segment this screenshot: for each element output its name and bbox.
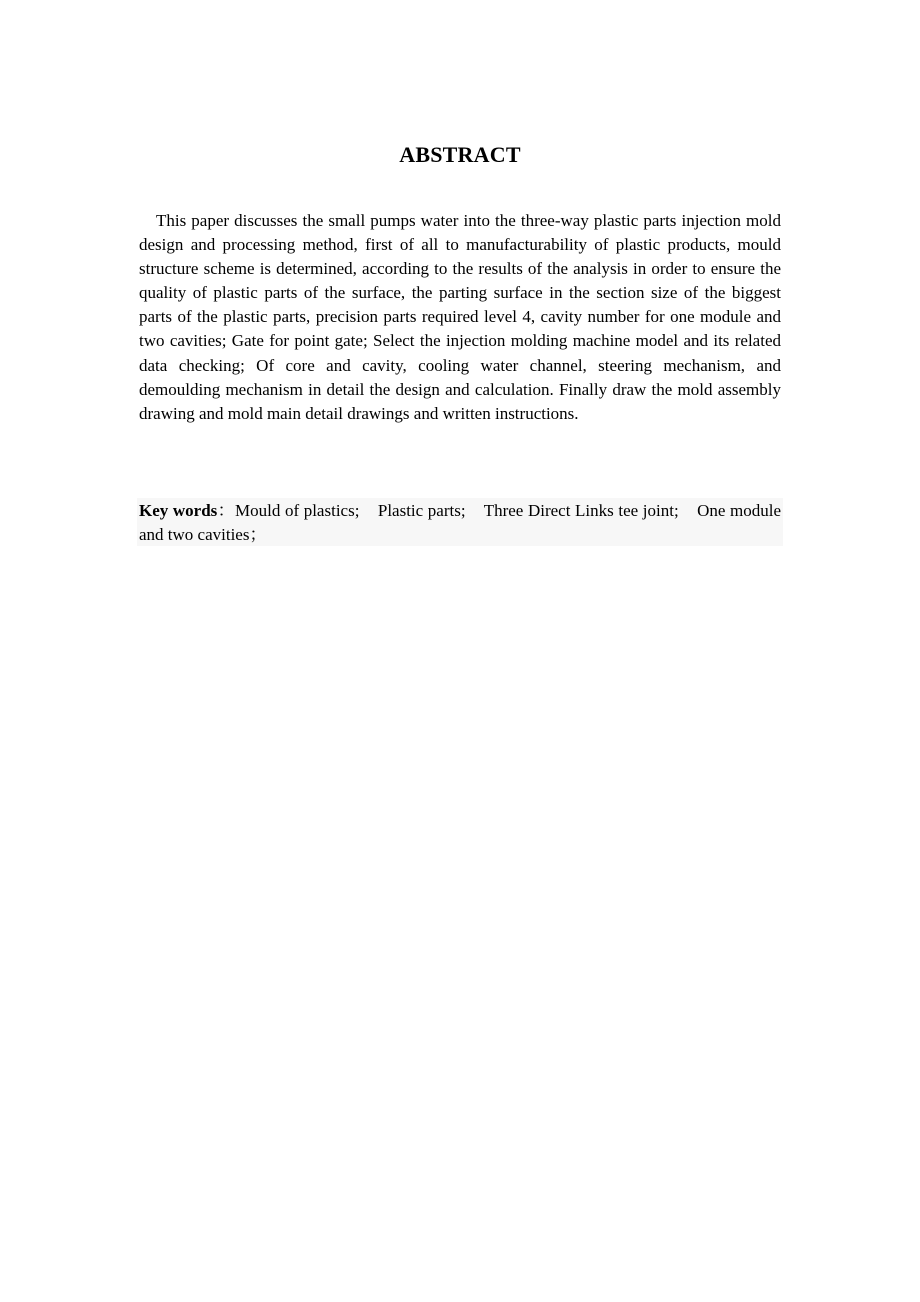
page-title: ABSTRACT bbox=[399, 142, 521, 167]
keyword-item: Three Direct Links tee joint; bbox=[483, 501, 679, 520]
keywords-block bbox=[137, 498, 783, 546]
keyword-item: Mould of plastics; bbox=[235, 501, 360, 520]
keyword-item: Plastic parts; bbox=[377, 501, 466, 520]
keywords-line bbox=[137, 498, 783, 547]
keyword-item: One module and two cavities； bbox=[139, 501, 782, 544]
keywords-label: Key words bbox=[139, 501, 218, 520]
keywords-separator: ： bbox=[217, 501, 235, 520]
abstract-paragraph: This paper discusses the small pumps water into the three-way plastic parts injection mold design and processing method, first of all to manufacturability of plastic products, mould structure scheme is determined, according to the results of the analysis in order to ensure the quality of plastic parts of the surface, the parting surface in the section size of the biggest parts of the plastic parts, precision parts required level 4, cavity number for one module and two cavities; Gate for point gate; Select the injection molding machine model and its related data checking; Of core and cavity, cooling water channel, steering mechanism, and demoulding mechanism in detail the design and calculation. Finally draw the mold assembly drawing and mold main detail drawings and written instructions. bbox=[139, 211, 781, 423]
